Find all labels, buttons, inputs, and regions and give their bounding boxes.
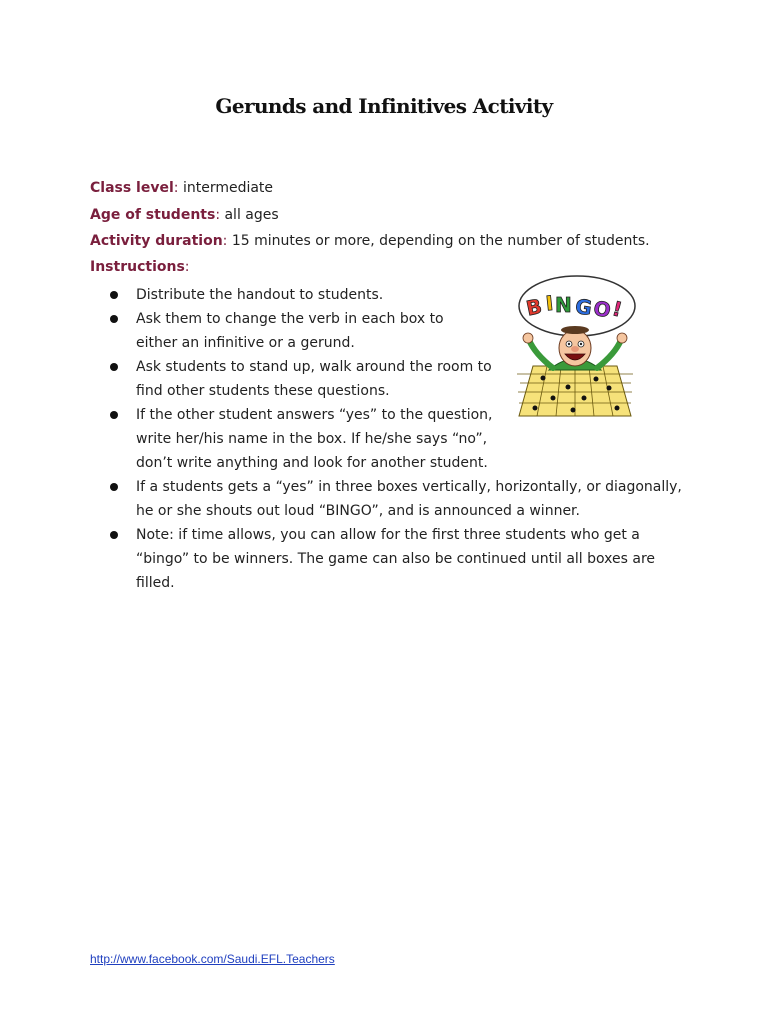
meta-separator: : [222,233,228,249]
instruction-item [110,523,696,595]
bullet-icon [110,411,118,419]
meta-separator: : [215,207,221,223]
svg-text:B: B [524,293,544,321]
instruction-item [110,403,501,475]
svg-text:!: ! [609,296,625,322]
instruction-text: Distribute the handout to students. [136,287,384,303]
instruction-text: If the other student answers “yes” to the question, write her/his name in the box. If he/she says “no”, don’t write anything and look for another student. [136,407,493,471]
bullet-icon [110,291,118,299]
instruction-text: Note: if time allows, you can allow for the first three students who get a “bingo” to be winners. The game can also be continued until all boxes are filled. [136,527,656,591]
bingo-cartoon-image [513,270,637,418]
instruction-item [110,475,696,523]
meta-label: Activity duration [90,233,223,249]
meta-separator: : [173,180,179,196]
bullet-icon [110,483,118,491]
meta-label: Class level [90,180,174,196]
svg-text:N: N [555,293,572,317]
instruction-item [110,283,516,307]
instruction-item [110,355,501,403]
facebook-link[interactable]: http://www.facebook.com/Saudi.EFL.Teachers [90,952,335,966]
meta-label: Age of students [90,207,216,223]
instruction-text: Ask them to change the verb in each box to either an infinitive or a gerund. [136,311,444,351]
bullet-icon [110,363,118,371]
meta-value: all ages [220,207,279,223]
document-title: Gerunds and Infinitives Activity [215,94,553,118]
meta-separator: : [184,259,190,275]
instruction-item [110,307,486,355]
meta-age [90,205,279,225]
meta-class-level [90,178,273,198]
meta-label: Instructions [90,259,185,275]
svg-text:I: I [544,290,555,316]
instruction-text: If a students gets a “yes” in three boxes vertically, horizontally, or diagonally, he or she shouts out loud “BINGO”, and is announced a winner. [136,479,682,519]
meta-value: 15 minutes or more, depending on the number of students. [227,233,650,249]
meta-instructions [90,257,190,277]
meta-duration [90,231,650,251]
bullet-icon [110,531,118,539]
svg-text:O: O [591,295,613,323]
svg-text:G: G [573,294,594,321]
meta-value: intermediate [178,180,274,196]
instruction-text: Ask students to stand up, walk around the room to find other students these questions. [136,359,492,399]
bullet-icon [110,315,118,323]
